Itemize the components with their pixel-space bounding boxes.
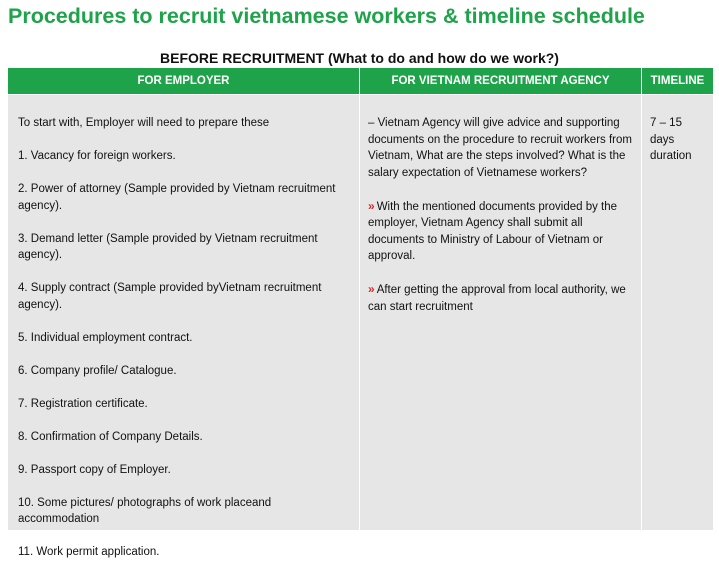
agency-step	[368, 198, 633, 265]
employer-item: 10. Some pictures/ photographs of work placeand accommodation	[18, 496, 272, 525]
timeline-duration: 7 – 15 days duration	[650, 117, 692, 162]
agency-step-text: After getting the approval from local authority, we can start recruitment	[368, 284, 626, 313]
agency-intro: – Vietnam Agency will give advice and supporting documents on the procedure to recruit workers from Vietnam, What are the steps involved? What is the salary expectation of Vietnamese workers?	[368, 117, 632, 179]
agency-column	[360, 95, 641, 530]
double-chevron-right-icon: »	[368, 198, 374, 213]
employer-item: 2. Power of attorney (Sample provided by Vietnam recruitment agency).	[18, 183, 336, 212]
header-employer: FOR EMPLOYER	[8, 68, 359, 94]
header-timeline: TIMELINE	[642, 68, 713, 94]
employer-item: 9. Passport copy of Employer.	[18, 463, 171, 476]
employer-item: 8. Confirmation of Company Details.	[18, 430, 203, 443]
procedure-table	[8, 68, 713, 558]
employer-intro: To start with, Employer will need to prepare these	[18, 117, 270, 129]
employer-item: 1. Vacancy for foreign workers.	[18, 150, 176, 162]
section-subtitle: BEFORE RECRUITMENT (What to do and how do we work?)	[160, 50, 559, 66]
employer-item: 5. Individual employment contract.	[18, 331, 193, 344]
timeline-column	[642, 95, 713, 530]
employer-item: 11. Work permit application.	[18, 546, 160, 558]
employer-item: 3. Demand letter (Sample provided by Vietnam recruitment agency).	[18, 232, 318, 261]
agency-step-text: With the mentioned documents provided by the employer, Vietnam Agency shall submit all documents to Ministry of Labour of Vietnam or approval.	[368, 200, 618, 262]
agency-step	[368, 281, 633, 315]
employer-item: 6. Company profile/ Catalogue.	[18, 364, 177, 377]
employer-column	[8, 95, 359, 558]
page-title: Procedures to recruit vietnamese workers & timeline schedule	[8, 4, 645, 28]
header-agency: FOR VIETNAM RECRUITMENT AGENCY	[360, 68, 641, 94]
double-chevron-right-icon: »	[368, 282, 374, 296]
employer-item: 7. Registration certificate.	[18, 397, 148, 410]
employer-item: 4. Supply contract (Sample provided byVietnam recruitment agency).	[18, 282, 322, 311]
